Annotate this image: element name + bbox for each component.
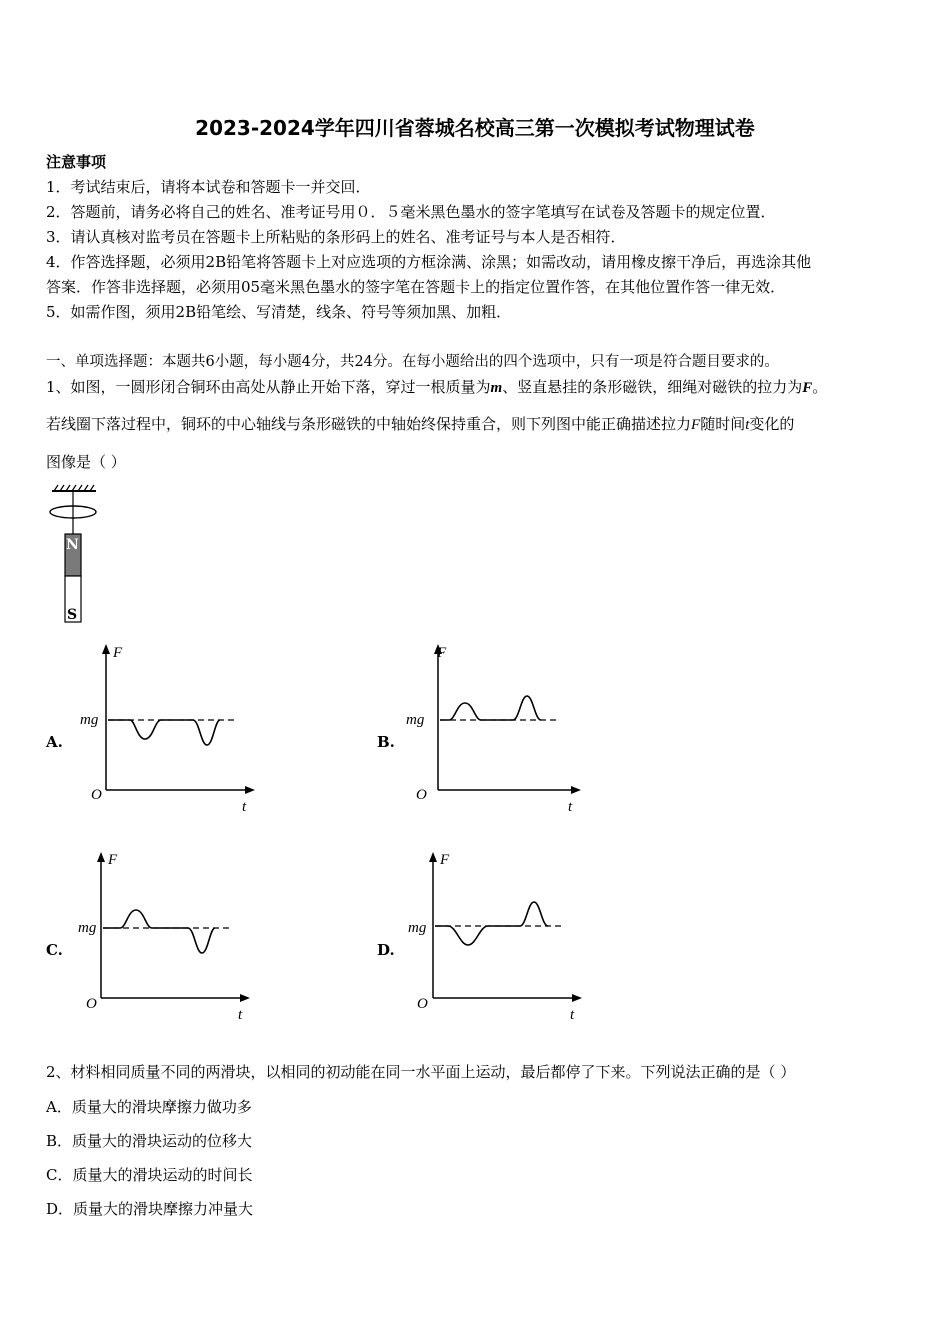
question-2-option-a[interactable]: A．质量大的滑块摩擦力做功多 <box>46 1098 252 1116</box>
option-d-label[interactable]: D. <box>377 941 395 959</box>
option-c-origin-label: O <box>86 996 97 1012</box>
option-b-mg-label: mg <box>406 712 425 728</box>
question-1-line-2: 若线圈下落过程中，铜环的中心轴线与条形磁铁的中轴始终保持重合，则下列图中能正确描述拉力F随时间t变化的 <box>46 415 795 433</box>
question-1-line-1: 1、如图，一圆形闭合铜环由高处从静止开始下落，穿过一根质量为m、竖直悬挂的条形磁铁，细绳对磁铁的拉力为F。 <box>46 378 828 396</box>
option-a-label[interactable]: A. <box>46 733 63 751</box>
option-a-mg-label: mg <box>80 712 99 728</box>
option-c-mg-label: mg <box>78 920 97 936</box>
option-b-graph[interactable] <box>407 640 597 820</box>
magnet-north-label: N <box>66 537 79 553</box>
option-c-label[interactable]: C. <box>46 941 63 959</box>
option-b-origin-label: O <box>416 787 427 803</box>
notice-item: 答案．作答非选择题，必须用05毫米黑色墨水的签字笔在答题卡上的指定位置作答，在其他位置作答一律无效． <box>46 278 786 296</box>
question-1-line-3: 图像是（ ） <box>46 453 126 471</box>
question-2-option-c[interactable]: C．质量大的滑块运动的时间长 <box>46 1166 253 1184</box>
option-a-f-label: F <box>113 645 123 661</box>
page-title: 2023-2024学年四川省蓉城名校高三第一次模拟考试物理试卷 <box>195 116 755 140</box>
option-c-graph[interactable] <box>70 848 260 1028</box>
section-heading: 一、单项选择题：本题共6小题，每小题4分，共24分。在每小题给出的四个选项中，只有一项是符合题目要求的。 <box>46 354 779 370</box>
question-2-stem: 2、材料相同质量不同的两滑块，以相同的初动能在同一水平面上运动，最后都停了下来。下列说法正确的是（ ） <box>46 1063 796 1081</box>
option-c-f-label: F <box>108 852 118 868</box>
notice-item: 2．答题前，请务必将自己的姓名、准考证号用０．５毫米黑色墨水的签字笔填写在试卷及答题卡的规定位置． <box>46 203 776 221</box>
option-d-f-label: F <box>440 852 450 868</box>
option-a-graph[interactable] <box>75 640 265 820</box>
notice-item: 4．作答选择题，必须用2B铅笔将答题卡上对应选项的方框涂满、涂黑；如需改动，请用橡皮擦干净后，再选涂其他 <box>46 253 812 271</box>
notice-item: 3．请认真核对监考员在答题卡上所粘贴的条形码上的姓名、准考证号与本人是否相符． <box>46 228 626 246</box>
option-d-origin-label: O <box>417 996 428 1012</box>
magnet-south-label: S <box>67 607 78 623</box>
magnet-figure <box>44 484 104 626</box>
option-d-graph[interactable] <box>402 848 592 1028</box>
option-a-origin-label: O <box>91 787 102 803</box>
option-a-t-label: t <box>242 799 247 815</box>
notice-item: 5．如需作图，须用2B铅笔绘、写清楚，线条、符号等须加黑、加粗． <box>46 303 512 321</box>
option-b-t-label: t <box>568 799 573 815</box>
option-d-mg-label: mg <box>408 920 427 936</box>
option-b-f-label: F <box>437 645 447 661</box>
notice-heading: 注意事项 <box>46 153 107 171</box>
notice-item: 1．考试结束后，请将本试卷和答题卡一并交回． <box>46 178 371 196</box>
option-c-t-label: t <box>238 1007 243 1023</box>
question-2-option-b[interactable]: B．质量大的滑块运动的位移大 <box>46 1132 253 1150</box>
option-d-t-label: t <box>570 1007 575 1023</box>
question-2-option-d[interactable]: D．质量大的滑块摩擦力冲量大 <box>46 1200 254 1218</box>
option-b-label[interactable]: B. <box>377 733 395 751</box>
